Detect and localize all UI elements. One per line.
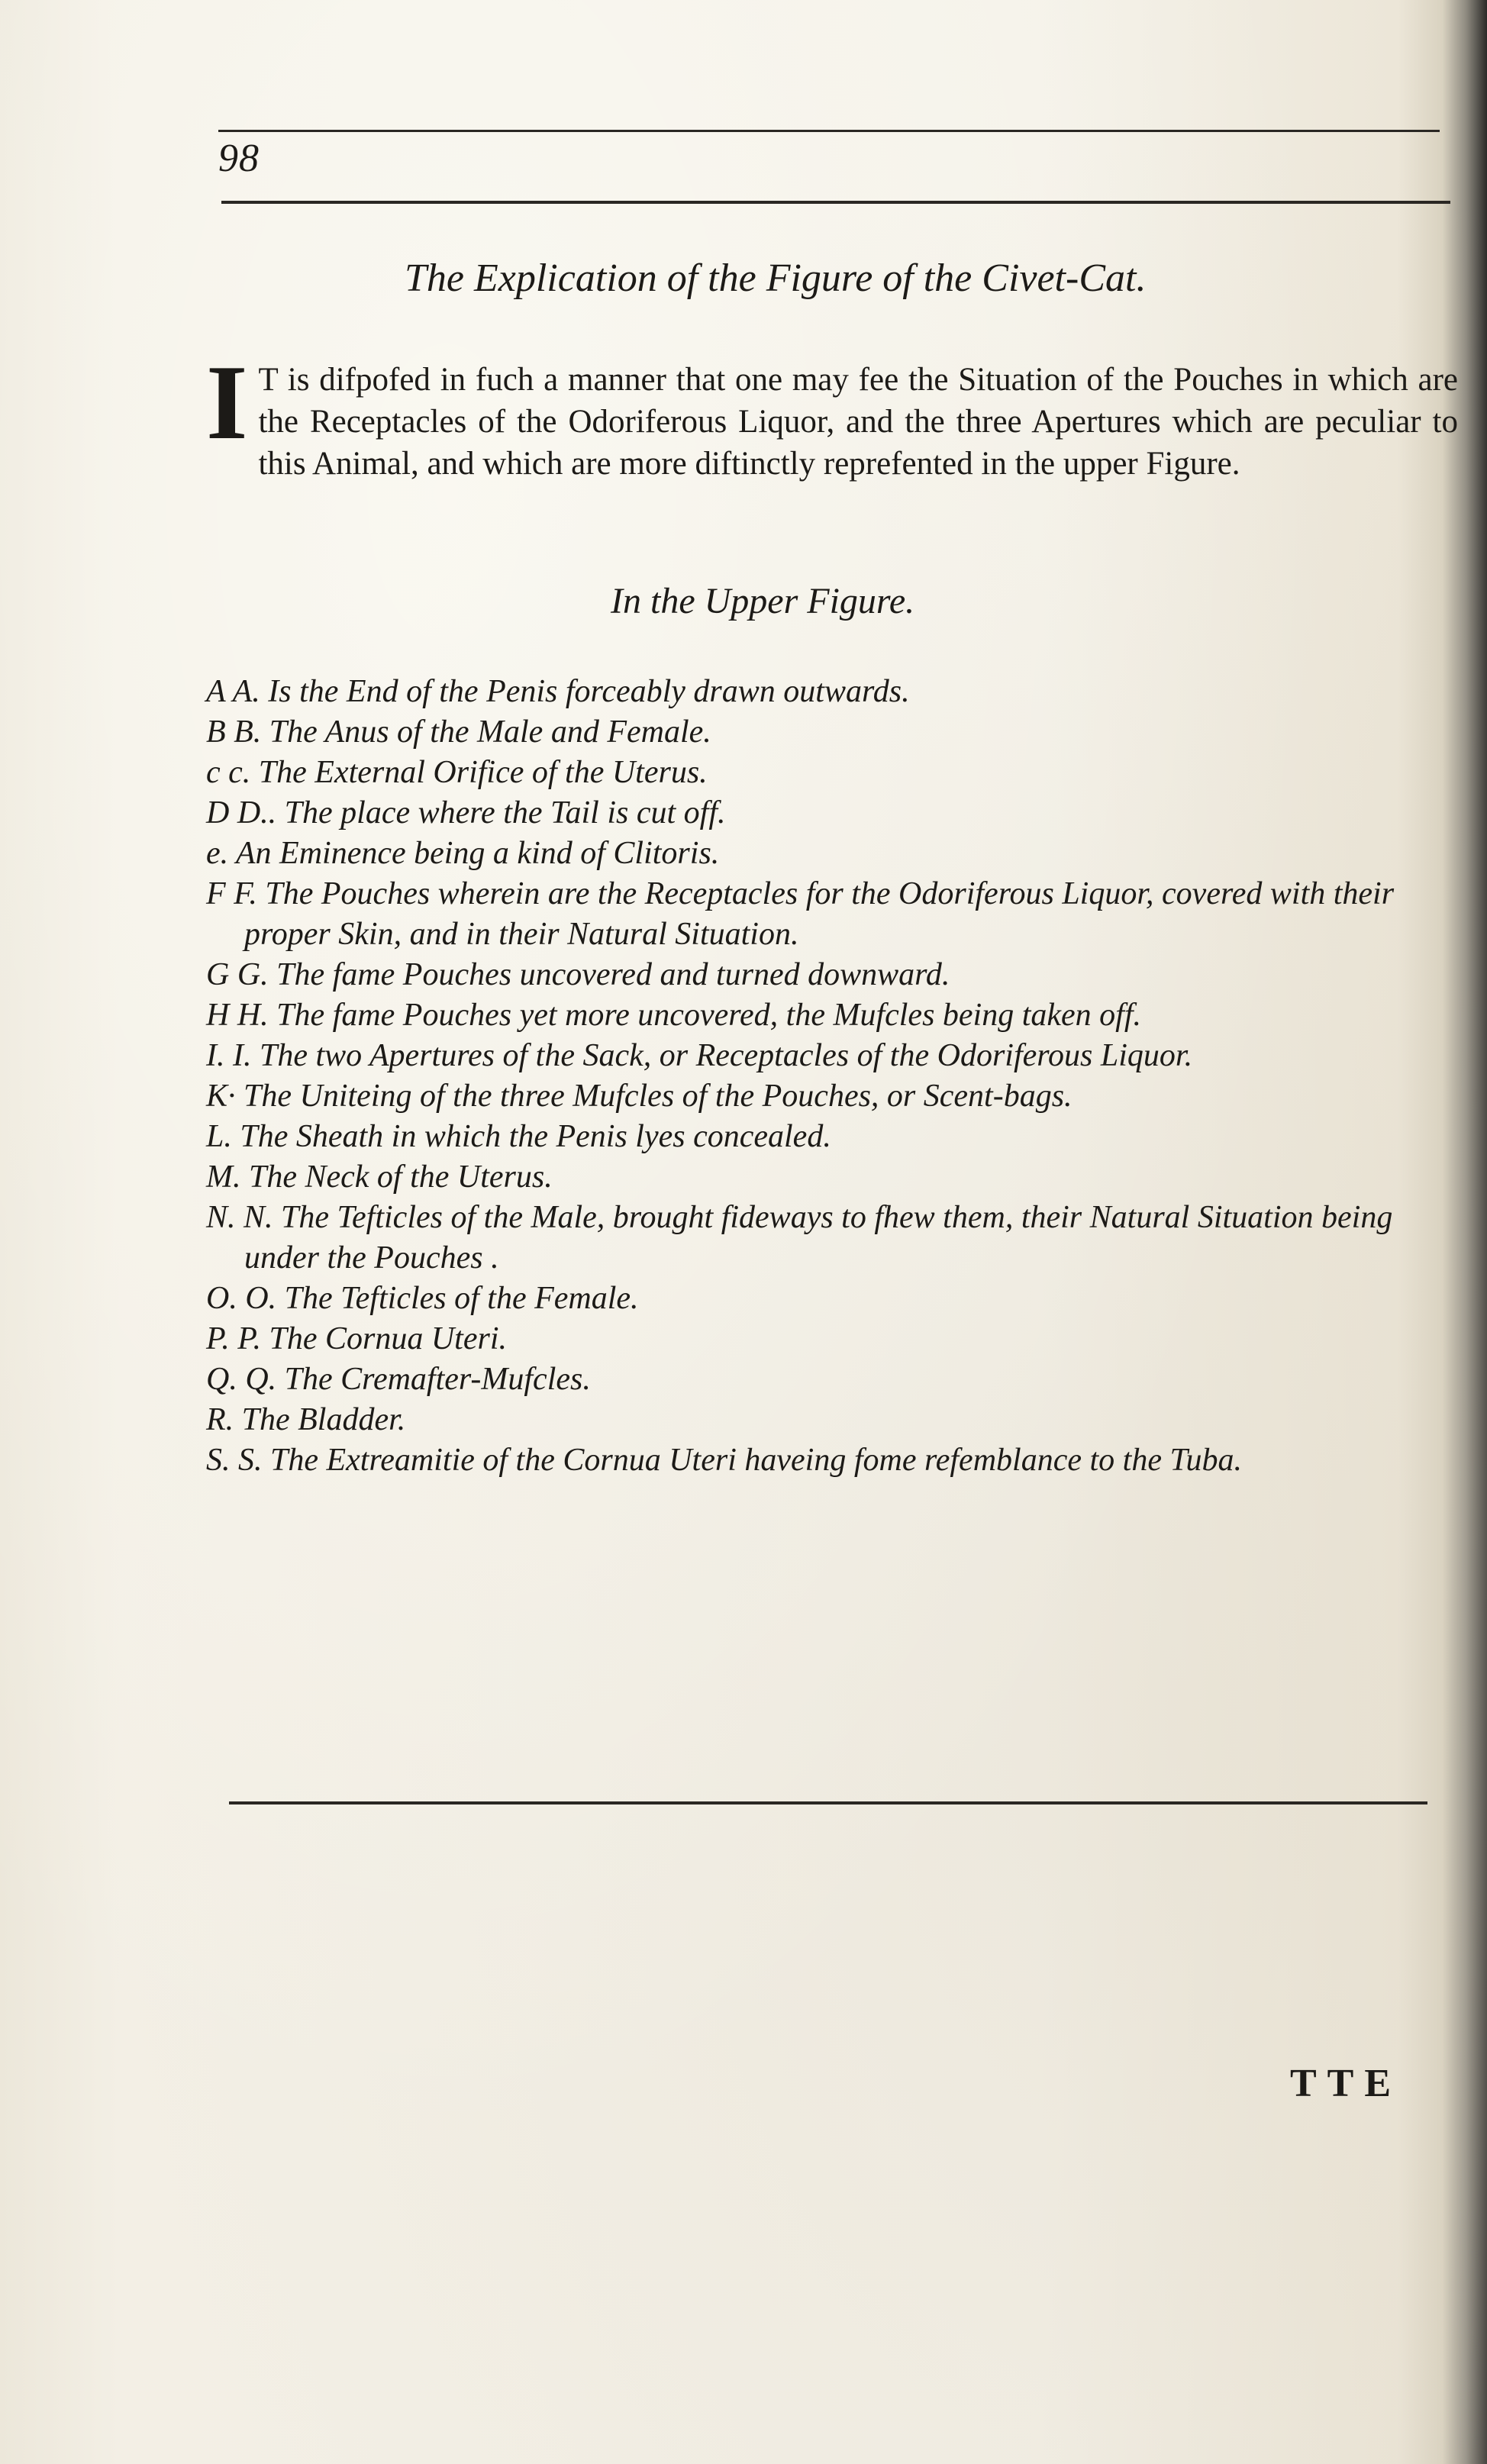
legend-entry: I. I. The two Apertures of the Sack, or Receptacles of the Odoriferous Liquor. — [206, 1038, 1193, 1073]
legend-entry: F F. The Pouches wherein are the Receptacles for the Odoriferous Liquor, covered with their proper Skin, and in their Natural Situation. — [206, 876, 1395, 952]
drop-cap: I — [206, 343, 248, 462]
legend-entry: N. N. The Tefticles of the Male, brought fideways to fhew them, their Natural Situation being under the Pouches . — [206, 1200, 1393, 1276]
catchword: TTE — [1290, 2062, 1402, 2105]
intro-paragraph — [206, 343, 1458, 485]
legend-entry: Q. Q. The Cremafter-Mufcles. — [206, 1362, 591, 1397]
legend-entry: K· The Uniteing of the three Mufcles of the Pouches, or Scent-bags. — [206, 1079, 1073, 1114]
legend-entry: M. The Neck of the Uterus. — [206, 1159, 553, 1195]
legend-entry: L. The Sheath in which the Penis lyes concealed. — [206, 1119, 831, 1154]
section-heading: In the Upper Figure. — [611, 581, 915, 621]
legend-entry: P. P. The Cornua Uteri. — [206, 1321, 507, 1356]
legend-entry: H H. The fame Pouches yet more uncovered, the Mufcles being taken off. — [206, 998, 1142, 1033]
legend-entry: c c. The External Orifice of the Uterus. — [206, 755, 708, 790]
bottom-rule — [229, 1801, 1427, 1804]
legend-entry: e. An Eminence being a kind of Clitoris. — [206, 836, 720, 871]
page-number: 98 — [218, 137, 260, 180]
legend-entry: D D.. The place where the Tail is cut off. — [206, 795, 726, 830]
page-title: The Explication of the Figure of the Civet-Cat. — [405, 256, 1147, 300]
legend-entry: R. The Bladder. — [206, 1402, 406, 1437]
legend-entry: G G. The fame Pouches uncovered and turned downward. — [206, 957, 950, 992]
legend-entry: O. O. The Tefticles of the Female. — [206, 1281, 639, 1316]
legend-entry: S. S. The Extreamitie of the Cornua Uteri haveing fome refemblance to the Tuba. — [206, 1443, 1243, 1478]
intro-text: T is difpofed in fuch a manner that one may fee the Situation of the Pouches in which are the Receptacles of the Odoriferous Liquor, and the three Apertures which are peculiar to this Animal, and which are more diftinctly reprefented in the upper Figure. — [258, 362, 1458, 482]
top-rule — [218, 130, 1440, 132]
legend-entry: A A. Is the End of the Penis forceably drawn outwards. — [206, 674, 910, 709]
figure-legend-list — [206, 672, 1458, 1481]
header-rule — [221, 201, 1450, 204]
legend-entry: B B. The Anus of the Male and Female. — [206, 714, 711, 750]
